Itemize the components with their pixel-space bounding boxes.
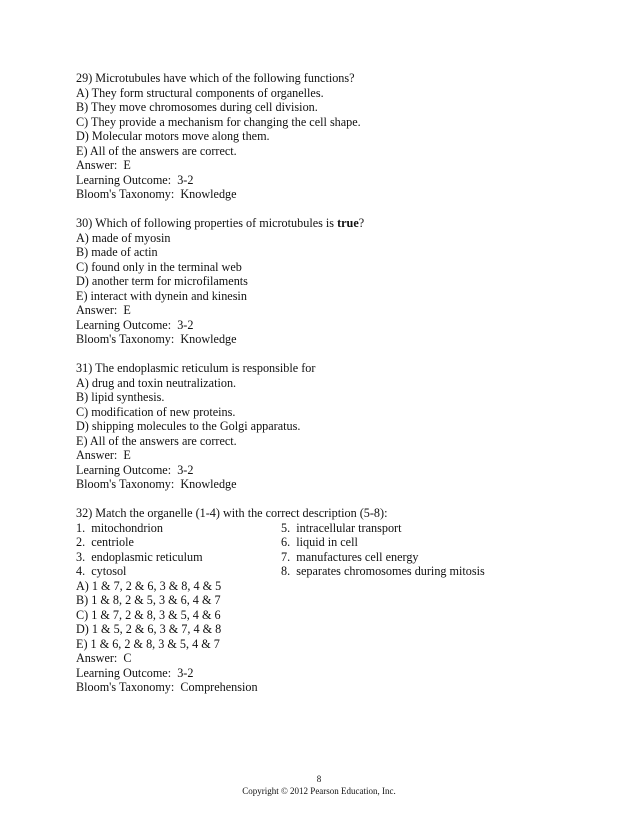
option-a: A) 1 & 7, 2 & 6, 3 & 8, 4 & 5	[76, 578, 222, 593]
match-description: 8. separates chromosomes during mitosis	[281, 564, 485, 578]
match-organelle: 3. endoplasmic reticulum	[76, 549, 203, 564]
option-c: C) 1 & 7, 2 & 8, 3 & 5, 4 & 6	[76, 607, 221, 622]
question-stem: 29) Microtubules have which of the following functions?	[76, 71, 355, 85]
option-e: E) All of the answers are correct.	[76, 433, 237, 448]
match-description: 5. intracellular transport	[281, 520, 402, 535]
match-organelle: 2. centriole	[76, 535, 134, 549]
document-body	[76, 71, 576, 709]
blooms-taxonomy: Bloom's Taxonomy: Comprehension	[76, 680, 258, 694]
question-stem-text: 30) Which of following properties of microtubules is	[76, 216, 338, 230]
answer: Answer: E	[76, 303, 131, 317]
option-e: E) interact with dynein and kinesin	[76, 288, 247, 303]
learning-outcome: Learning Outcome: 3-2	[76, 462, 194, 477]
learning-outcome: Learning Outcome: 3-2	[76, 317, 194, 332]
answer: Answer: C	[76, 651, 132, 665]
match-organelle: 1. mitochondrion	[76, 520, 163, 535]
option-d: D) Molecular motors move along them.	[76, 129, 270, 143]
match-description: 7. manufactures cell energy	[281, 549, 419, 564]
option-d: D) shipping molecules to the Golgi apparatus.	[76, 419, 301, 433]
question-stem: 31) The endoplasmic reticulum is responsible for	[76, 361, 316, 375]
question-29	[76, 71, 576, 202]
match-organelle: 4. cytosol	[76, 564, 127, 578]
question-stem-emphasis: true	[337, 216, 359, 230]
blooms-taxonomy: Bloom's Taxonomy: Knowledge	[76, 332, 237, 346]
match-description: 6. liquid in cell	[281, 535, 358, 549]
option-a: A) They form structural components of organelles.	[76, 85, 324, 100]
learning-outcome: Learning Outcome: 3-2	[76, 172, 194, 187]
option-a: A) made of myosin	[76, 230, 171, 245]
blooms-taxonomy: Bloom's Taxonomy: Knowledge	[76, 187, 237, 201]
question-stem-end: ?	[358, 216, 365, 230]
option-d: D) another term for microfilaments	[76, 274, 248, 288]
match-row	[76, 550, 576, 565]
answer: Answer: E	[76, 158, 131, 172]
option-b: B) They move chromosomes during cell division.	[76, 100, 318, 114]
option-b: B) made of actin	[76, 245, 158, 259]
question-stem: 32) Match the organelle (1-4) with the correct description (5-8):	[76, 506, 388, 520]
question-32	[76, 506, 576, 695]
option-b: B) 1 & 8, 2 & 5, 3 & 6, 4 & 7	[76, 593, 221, 607]
option-c: C) modification of new proteins.	[76, 404, 236, 419]
option-c: C) They provide a mechanism for changing the cell shape.	[76, 114, 361, 129]
option-c: C) found only in the terminal web	[76, 259, 242, 274]
option-e: E) All of the answers are correct.	[76, 143, 237, 158]
option-a: A) drug and toxin neutralization.	[76, 375, 237, 390]
learning-outcome: Learning Outcome: 3-2	[76, 665, 194, 680]
copyright-notice: Copyright © 2012 Pearson Education, Inc.	[242, 786, 396, 796]
page-number: 8	[316, 774, 322, 784]
option-d: D) 1 & 5, 2 & 6, 3 & 7, 4 & 8	[76, 622, 222, 636]
question-stem	[76, 216, 576, 231]
match-row	[76, 564, 576, 579]
match-row	[76, 521, 576, 536]
option-b: B) lipid synthesis.	[76, 390, 165, 404]
question-31	[76, 361, 576, 492]
blooms-taxonomy: Bloom's Taxonomy: Knowledge	[76, 477, 237, 491]
match-row	[76, 535, 576, 550]
option-e: E) 1 & 6, 2 & 8, 3 & 5, 4 & 7	[76, 636, 220, 651]
question-30	[76, 216, 576, 347]
answer: Answer: E	[76, 448, 131, 462]
